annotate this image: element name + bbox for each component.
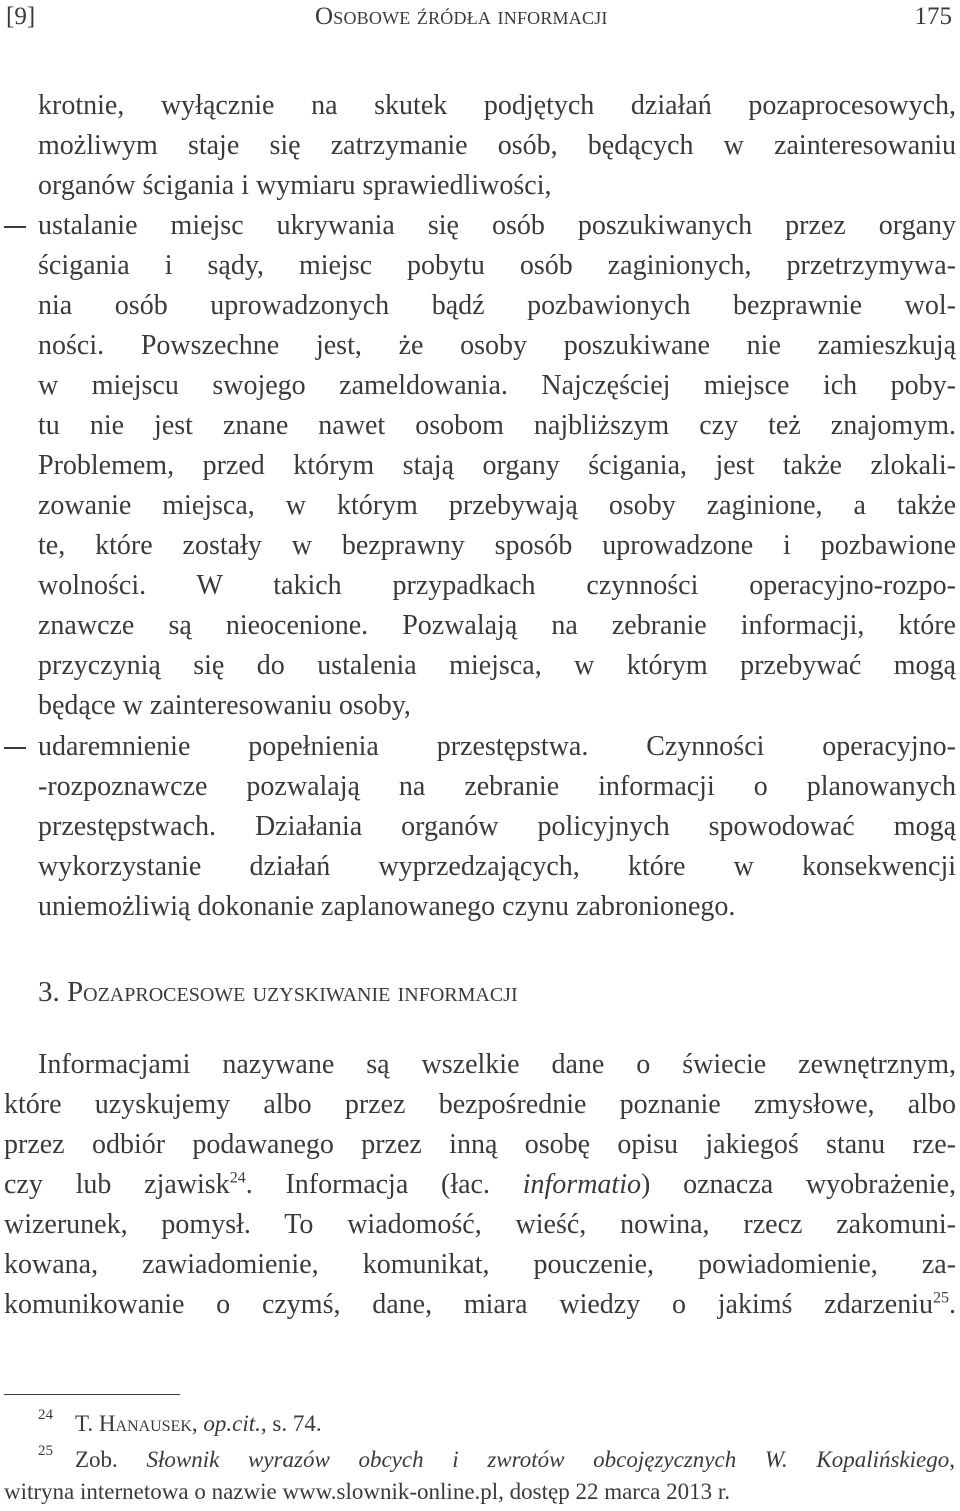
italic-title: Słownik wyrazów obcych i zwrotów obcojęzycznych W. Kopalińskiego [146, 1447, 950, 1472]
list-dash [4, 747, 26, 749]
text-line [4, 1165, 956, 1205]
author-name: Hanausek [98, 1411, 192, 1436]
footnote-number-24: 24 [38, 1407, 53, 1423]
text-line: w miejscu swojego zameldowania. Najczęściej miejsce ich poby- [38, 370, 956, 401]
text-line: wolności. W takich przypadkach czynności operacyjno-rozpo- [38, 570, 956, 601]
text-line: ścigania i sądy, miejsc pobytu osób zaginionych, przetrzymywa- [38, 250, 956, 281]
text-line: które uzyskujemy albo przez bezpośrednie poznanie zmysłowe, albo [4, 1089, 956, 1120]
text-run: T. [75, 1411, 99, 1436]
chapter-number: [9] [6, 3, 36, 30]
footnote-number-25: 25 [38, 1443, 53, 1459]
running-title: Osobowe źródła informacji [315, 3, 608, 30]
text-run: czy lub zjawisk [4, 1169, 230, 1200]
text-line: możliwym staje się zatrzymanie osób, będących w zainteresowaniu [38, 130, 956, 161]
footnote-ref-25[interactable]: 25 [933, 1289, 949, 1307]
text-line: wykorzystanie działań wyprzedzających, które w konsekwencji [38, 851, 956, 882]
text-run: Zob. [75, 1447, 147, 1472]
text-run: . Informacja (łac. [245, 1169, 523, 1200]
section-heading [38, 972, 518, 1012]
footnote-25 [75, 1444, 955, 1476]
section-number: 3. [38, 976, 60, 1008]
text-line: zowanie miejsca, w którym przebywają osoby zaginione, a także [38, 490, 956, 521]
text-run: , s. 74. [260, 1411, 322, 1436]
text-line: krotnie, wyłącznie na skutek podjętych działań pozaprocesowych, [38, 90, 956, 121]
footnote-24 [75, 1408, 322, 1440]
text-line [4, 1285, 956, 1325]
text-run: , [191, 1411, 204, 1436]
list-dash [4, 226, 26, 228]
text-line: Problemem, przed którym stają organy ścigania, jest także zlokali- [38, 450, 956, 481]
text-line: ności. Powszechne jest, że osoby poszukiwane nie zamieszkują [38, 330, 956, 361]
footnote-ref-24[interactable]: 24 [229, 1169, 246, 1187]
italic-term: op.cit. [203, 1411, 261, 1436]
text-line: udaremnienie popełnienia przestępstwa. Czynności operacyjno- [38, 731, 956, 762]
text-line: Informacjami nazywane są wszelkie dane o świecie zewnętrznym, [38, 1049, 956, 1080]
text-line: znawcze są nieocenione. Pozwalają na zebranie informacji, które [38, 610, 956, 641]
running-header [0, 0, 960, 34]
text-line: ustalanie miejsc ukrywania się osób poszukiwanych przez organy [38, 210, 956, 241]
text-line: -rozpoznawcze pozwalają na zebranie informacji o planowanych [38, 771, 956, 802]
page-number: 175 [914, 3, 952, 30]
text-run: , [949, 1447, 955, 1472]
text-line: te, które zostały w bezprawny sposób uprowadzone i pozbawione [38, 530, 956, 561]
text-line: organów ścigania i wymiaru sprawiedliwości, [38, 170, 552, 201]
text-run: . [949, 1289, 956, 1320]
section-title: Pozaprocesowe uzyskiwanie informacji [67, 976, 518, 1008]
text-line: tu nie jest znane nawet osobom najbliższym czy też znajomym. [38, 410, 956, 441]
footnote-25-continuation: witryna internetowa o nazwie www.slownik-online.pl, dostęp 22 marca 2013 r. [4, 1479, 731, 1504]
text-line: przestępstwach. Działania organów policyjnych spowodować mogą [38, 811, 956, 842]
text-line: przez odbiór podawanego przez inną osobę opisu jakiegoś stanu rze- [4, 1129, 956, 1160]
text-line: nia osób uprowadzonych bądź pozbawionych bezprawnie wol- [38, 290, 956, 321]
italic-term: informatio [522, 1169, 641, 1200]
text-run: ) oznacza wyobrażenie, [640, 1169, 956, 1200]
text-line: przyczynią się do ustalenia miejsca, w którym przebywać mogą [38, 650, 956, 681]
text-line: będące w zainteresowaniu osoby, [38, 690, 411, 721]
footnote-separator [4, 1394, 180, 1395]
text-run: komunikowanie o czymś, dane, miara wiedzy o jakimś zdarzeniu [4, 1289, 933, 1320]
text-line: uniemożliwią dokonanie zaplanowanego czynu zabronionego. [38, 891, 736, 922]
text-line: wizerunek, pomysł. To wiadomość, wieść, nowina, rzecz zakomuni- [4, 1209, 956, 1240]
text-line: kowana, zawiadomienie, komunikat, pouczenie, powiadomienie, za- [4, 1249, 956, 1280]
